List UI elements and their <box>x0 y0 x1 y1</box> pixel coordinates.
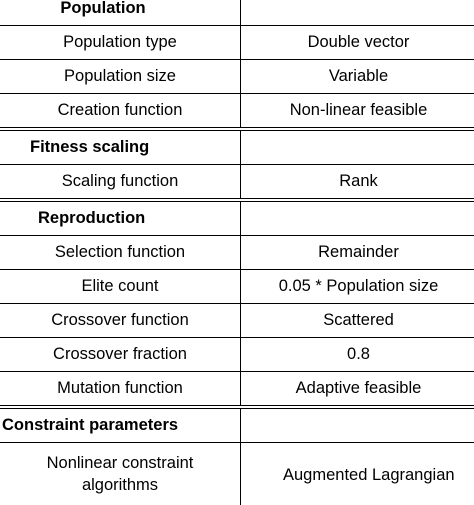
section-header-cell: Population <box>0 0 241 25</box>
parameter-cell: Population type <box>0 26 241 59</box>
table-row <box>0 165 474 202</box>
table-row <box>0 236 474 270</box>
value-cell: Adaptive feasible <box>295 379 422 398</box>
table-row <box>0 94 474 131</box>
table-row <box>0 270 474 304</box>
parameter-cell: Crossover function <box>0 304 241 337</box>
parameter-cell: Mutation function <box>0 372 241 405</box>
parameter-cell: Scaling function <box>0 165 241 198</box>
table-row <box>0 304 474 338</box>
parameter-cell: Population size <box>0 60 241 93</box>
value-cell: Double vector <box>307 33 410 52</box>
parameter-cell: Crossover fraction <box>0 338 241 371</box>
parameter-cell: Creation function <box>0 94 241 127</box>
table-row <box>0 0 474 26</box>
value-cell <box>241 131 474 164</box>
value-cell <box>241 202 474 235</box>
table-row <box>0 60 474 94</box>
table-row <box>0 26 474 60</box>
section-header-cell: Reproduction <box>0 202 241 235</box>
value-cell: Rank <box>339 172 378 191</box>
table-row <box>0 131 474 165</box>
table-row <box>0 372 474 409</box>
value-cell: Augmented Lagrangian <box>283 465 455 484</box>
value-cell: Non-linear feasible <box>289 101 428 120</box>
value-cell: 0.05 * Population size <box>278 277 439 296</box>
value-cell: Variable <box>328 67 389 86</box>
parameter-cell: Elite count <box>0 270 241 303</box>
value-cell <box>241 0 474 25</box>
value-cell: Remainder <box>318 243 399 262</box>
parameter-cell: Nonlinear constraint algorithms <box>0 443 241 505</box>
value-cell <box>241 409 474 442</box>
table-row <box>0 409 474 443</box>
section-header-cell: Fitness scaling <box>0 131 241 164</box>
table-row <box>0 443 474 505</box>
parameter-cell: Selection function <box>0 236 241 269</box>
table-row <box>0 338 474 372</box>
value-cell: 0.8 <box>347 345 370 364</box>
section-header-cell: Constraint parameters <box>0 409 241 442</box>
table-row <box>0 202 474 236</box>
value-cell: Scattered <box>323 311 394 330</box>
